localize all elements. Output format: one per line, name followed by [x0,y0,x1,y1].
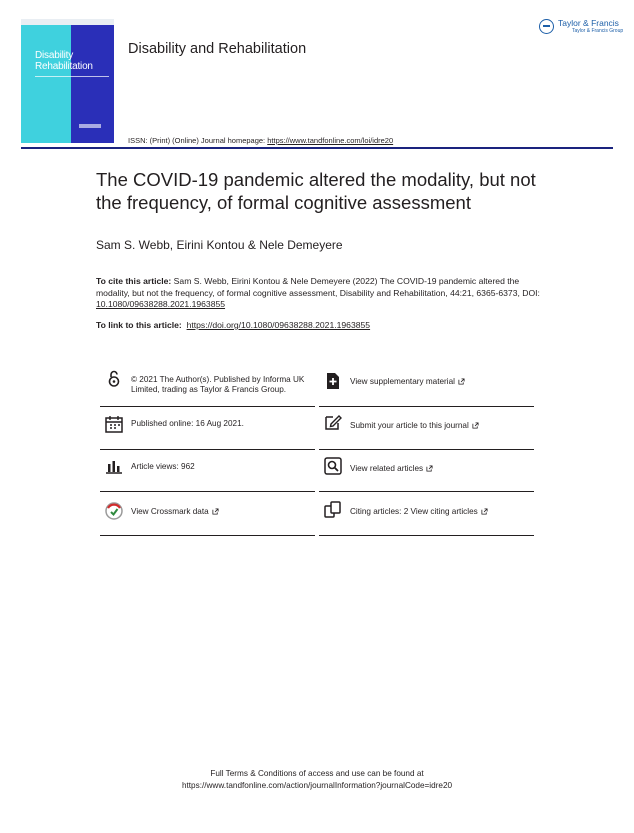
supplementary-text: View supplementary material [350,377,455,386]
cover-subtitle-line [35,76,109,77]
publisher-logo-group: Taylor & Francis Group [572,28,624,34]
supplementary-cell[interactable] [319,365,534,407]
footer-url[interactable]: https://www.tandfonline.com/action/journalInformation?journalCode=idre20 [181,781,453,790]
issn-text: ISSN: (Print) (Online) Journal homepage: [128,136,268,145]
citation-text: Sam S. Webb, Eirini Kontou & Nele Demeyere (2022) The COVID-19 pandemic altered the modality, but not the frequency, of formal cognitive assessment, Disability and Rehabilitation, 44:21, 6365-6373, DOI: [96,276,540,298]
journal-homepage-link[interactable]: https://www.tandfonline.com/loi/idre20 [267,136,394,145]
submit-text: Submit your article to this journal [350,421,469,430]
published-text: Published online: 16 Aug 2021. [131,419,244,428]
supplementary-label [350,377,465,387]
publisher-logo-name: Taylor & Francis [558,18,619,28]
cover-left-panel [21,19,74,143]
crossmark-text: View Crossmark data [131,507,209,516]
citing-cell[interactable] [319,492,534,536]
magnify-icon [323,456,343,476]
article-doi-url[interactable]: https://doi.org/10.1080/09638288.2021.1963855 [186,320,371,330]
citation-doi-link[interactable]: 10.1080/09638288.2021.1963855 [96,299,226,309]
publisher-logo-icon [539,19,554,34]
crossmark-cell[interactable] [100,492,315,536]
related-cell[interactable] [319,450,534,492]
footer [0,768,634,792]
related-label [350,464,433,474]
crossmark-label [131,507,219,517]
article-link-label: To link to this article: [96,320,182,330]
citing-label [350,507,488,517]
journal-title[interactable]: Disability and Rehabilitation [128,41,307,57]
plus-document-icon [323,371,343,391]
submit-cell[interactable] [319,407,534,450]
license-text: © 2021 The Author(s). Published by Informa UK Limited, trading as Taylor & Francis Group. [131,375,305,394]
publisher-logo[interactable] [539,16,624,40]
cover-publisher-mark [79,124,101,128]
calendar-icon [104,414,124,434]
article-authors: Sam S. Webb, Eirini Kontou & Nele Demeyere [96,238,343,252]
crossmark-icon [104,501,124,521]
published-cell [100,407,315,450]
citation-label: To cite this article: [96,276,172,286]
cover-title-line1: Disability [35,50,74,61]
bar-chart-icon [104,455,124,475]
license-cell [100,365,315,407]
open-access-icon [104,369,124,389]
submit-label [350,421,479,431]
article-link-block [96,320,370,330]
article-title: The COVID-19 pandemic altered the modality, but not the frequency, of formal cognitive assessment [96,169,536,213]
citing-text: Citing articles: 2 View citing articles [350,507,478,516]
external-link-icon [212,508,219,515]
pencil-icon [323,412,343,432]
external-link-icon [481,508,488,515]
journal-cover[interactable] [21,19,114,143]
external-link-icon [472,422,479,429]
cover-topbar [21,19,114,25]
footer-line1: Full Terms & Conditions of access and use can be found at [210,769,424,778]
header-rule [21,147,613,149]
citing-icon [323,500,343,520]
views-text: Article views: 962 [131,462,195,471]
views-cell [100,450,315,492]
cover-title-line2: Rehabilitation [35,61,93,72]
external-link-icon [426,465,433,472]
citation-block [96,276,546,311]
external-link-icon [458,378,465,385]
related-text: View related articles [350,464,424,473]
issn-line [128,136,393,145]
